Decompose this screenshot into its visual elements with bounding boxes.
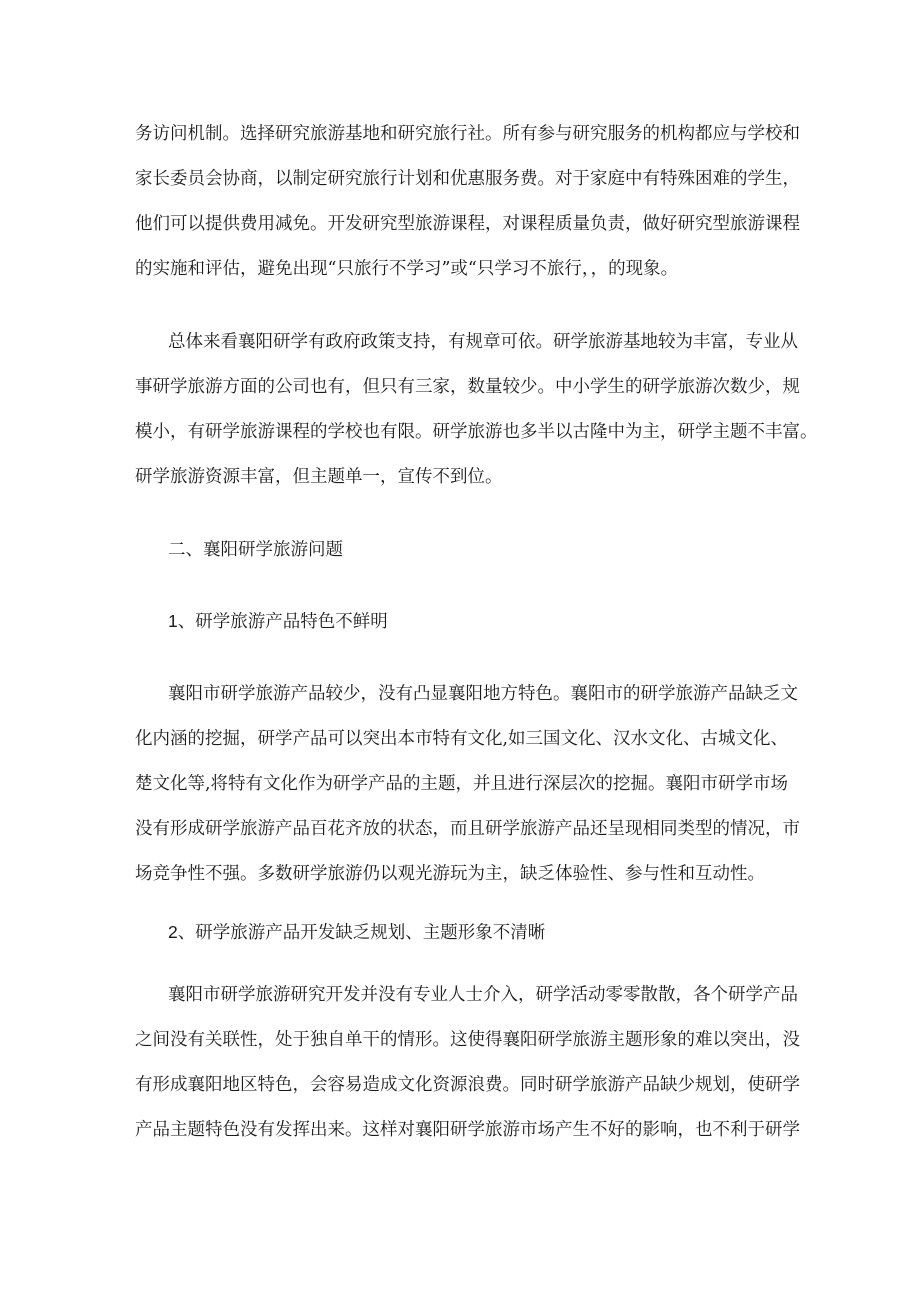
- section-heading: 二、襄阳研学旅游问题: [168, 540, 343, 560]
- subsection-number: 2: [168, 922, 178, 942]
- text-line: 有形成襄阳地区特色，会容易造成文化资源浪费。同时研学旅游产品缺少规划，使研学: [135, 1075, 800, 1095]
- text-line: 研学旅游资源丰富，但主题单一，宣传不到位。: [135, 467, 503, 487]
- text-line: 产品主题特色没有发挥出来。这样对襄阳研学旅游市场产生不好的影响，也不利于研学: [135, 1120, 800, 1140]
- subsection-title: 、研学旅游产品开发缺乏规划、主题形象不清晰: [177, 923, 546, 943]
- subsection-heading-2: [168, 920, 545, 945]
- text-line: 模小，有研学旅游课程的学校也有限。研学旅游也多半以古隆中为主，研学主题不丰富。: [135, 422, 818, 442]
- text-line: 襄阳市研学旅游研究开发并没有专业人士介入，研学活动零零散散，各个研学产品: [168, 985, 798, 1005]
- text-line: 务访问机制。选择研究旅游基地和研究旅行社。所有参与研究服务的机构都应与学校和: [135, 124, 800, 144]
- text-line: 家长委员会协商，以制定研究旅行计划和优惠服务费。对于家庭中有特殊困难的学生，: [135, 169, 800, 189]
- subsection-heading-1: [168, 609, 388, 634]
- text-line: 襄阳市研学旅游产品较少，没有凸显襄阳地方特色。襄阳市的研学旅游产品缺乏文: [168, 684, 798, 704]
- text-line: 化内涵的挖掘，研学产品可以突出本市特有文化,如三国文化、汉水文化、古城文化、: [135, 729, 789, 749]
- text-line: 没有形成研学旅游产品百花齐放的状态，而且研学旅游产品还呈现相同类型的情况，市: [135, 819, 800, 839]
- text-line: 之间没有关联性，处于独自单干的情形。这使得襄阳研学旅游主题形象的难以突出，没: [135, 1030, 800, 1050]
- text-line: 场竞争性不强。多数研学旅游仍以观光游玩为主，缺乏体验性、参与性和互动性。: [135, 864, 765, 884]
- text-line: 总体来看襄阳研学有政府政策支持，有规章可依。研学旅游基地较为丰富，专业从: [168, 332, 798, 352]
- text-line: 他们可以提供费用减免。开发研究型旅游课程，对课程质量负责，做好研究型旅游课程: [135, 214, 800, 234]
- text-line: 楚文化等,将特有文化作为研学产品的主题，并且进行深层次的挖掘。襄阳市研学市场: [135, 774, 789, 794]
- subsection-number: 1: [168, 611, 178, 631]
- text-line: 事研学旅游方面的公司也有，但只有三家，数量较少。中小学生的研学旅游次数少，规: [135, 377, 800, 397]
- subsection-title: 、研学旅游产品特色不鲜明: [177, 612, 388, 632]
- text-line: 的实施和评估，避免出现“只旅行不学习”或“只学习不旅行，，的现象。: [135, 259, 679, 279]
